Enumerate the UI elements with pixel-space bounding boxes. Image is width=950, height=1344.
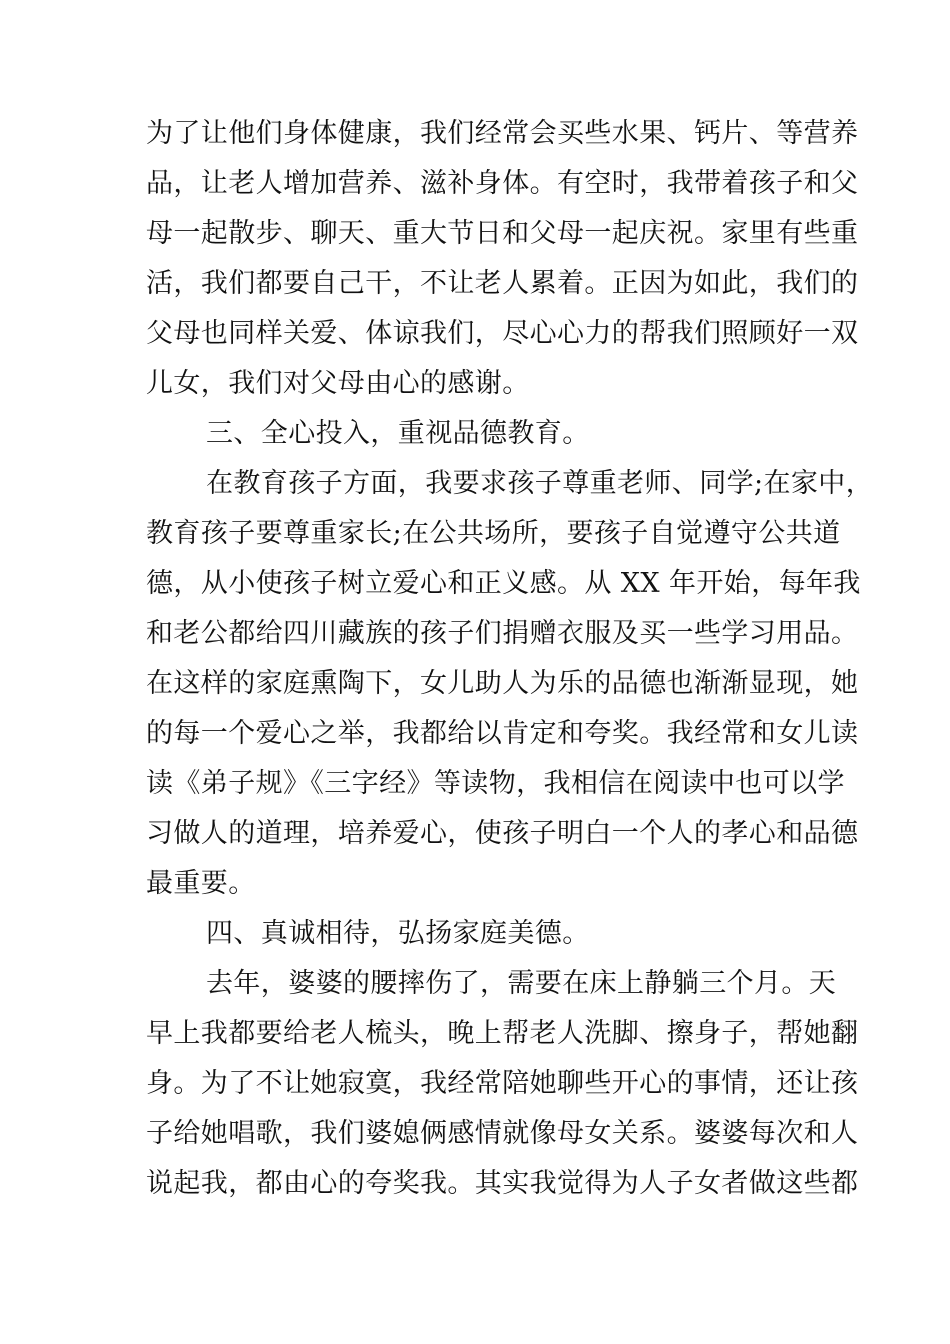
section-heading: 三、全心投入，重视品德教育。 [206, 418, 590, 449]
text-line: 父母也同样关爱、体谅我们，尽心心力的帮我们照顾好一双 [146, 318, 859, 349]
text-line: 子给她唱歌，我们婆媳俩感情就像母女关系。婆婆每次和人 [146, 1118, 859, 1149]
text-line: 最重要。 [146, 868, 256, 899]
text-line: 母一起散步、聊天、重大节日和父母一起庆祝。家里有些重 [146, 218, 859, 249]
text-line: 儿女，我们对父母由心的感谢。 [146, 368, 530, 399]
text-line: 早上我都要给老人梳头，晚上帮老人洗脚、擦身子，帮她翻 [146, 1018, 859, 1049]
text-line: 读《弟子规》《三字经》等读物，我相信在阅读中也可以学 [146, 768, 845, 799]
text-line: 说起我，都由心的夸奖我。其实我觉得为人子女者做这些都 [146, 1168, 859, 1199]
text-line: 德，从小使孩子树立爱心和正义感。从 XX 年开始，每年我 [146, 568, 861, 599]
text-line: 教育孩子要尊重家长;在公共场所，要孩子自觉遵守公共道 [146, 518, 841, 549]
text-line: 为了让他们身体健康，我们经常会买些水果、钙片、等营养 [146, 118, 859, 149]
section-heading: 四、真诚相待，弘扬家庭美德。 [206, 918, 590, 949]
text-line: 身。为了不让她寂寞，我经常陪她聊些开心的事情，还让孩 [146, 1068, 859, 1099]
paragraph-start: 在教育孩子方面，我要求孩子尊重老师、同学;在家中， [206, 468, 874, 499]
text-line: 习做人的道理，培养爱心，使孩子明白一个人的孝心和品德 [146, 818, 859, 849]
paragraph-start: 去年，婆婆的腰摔伤了，需要在床上静躺三个月。天 [206, 968, 837, 999]
document-body [146, 109, 874, 1209]
text-line: 在这样的家庭熏陶下，女儿助人为乐的品德也渐渐显现，她 [146, 668, 859, 699]
text-line: 和老公都给四川藏族的孩子们捐赠衣服及买一些学习用品。 [146, 618, 859, 649]
text-line: 品，让老人增加营养、滋补身体。有空时，我带着孩子和父 [146, 168, 859, 199]
text-line: 的每一个爱心之举，我都给以肯定和夸奖。我经常和女儿读 [146, 718, 859, 749]
text-line: 活，我们都要自己干，不让老人累着。正因为如此，我们的 [146, 268, 859, 299]
